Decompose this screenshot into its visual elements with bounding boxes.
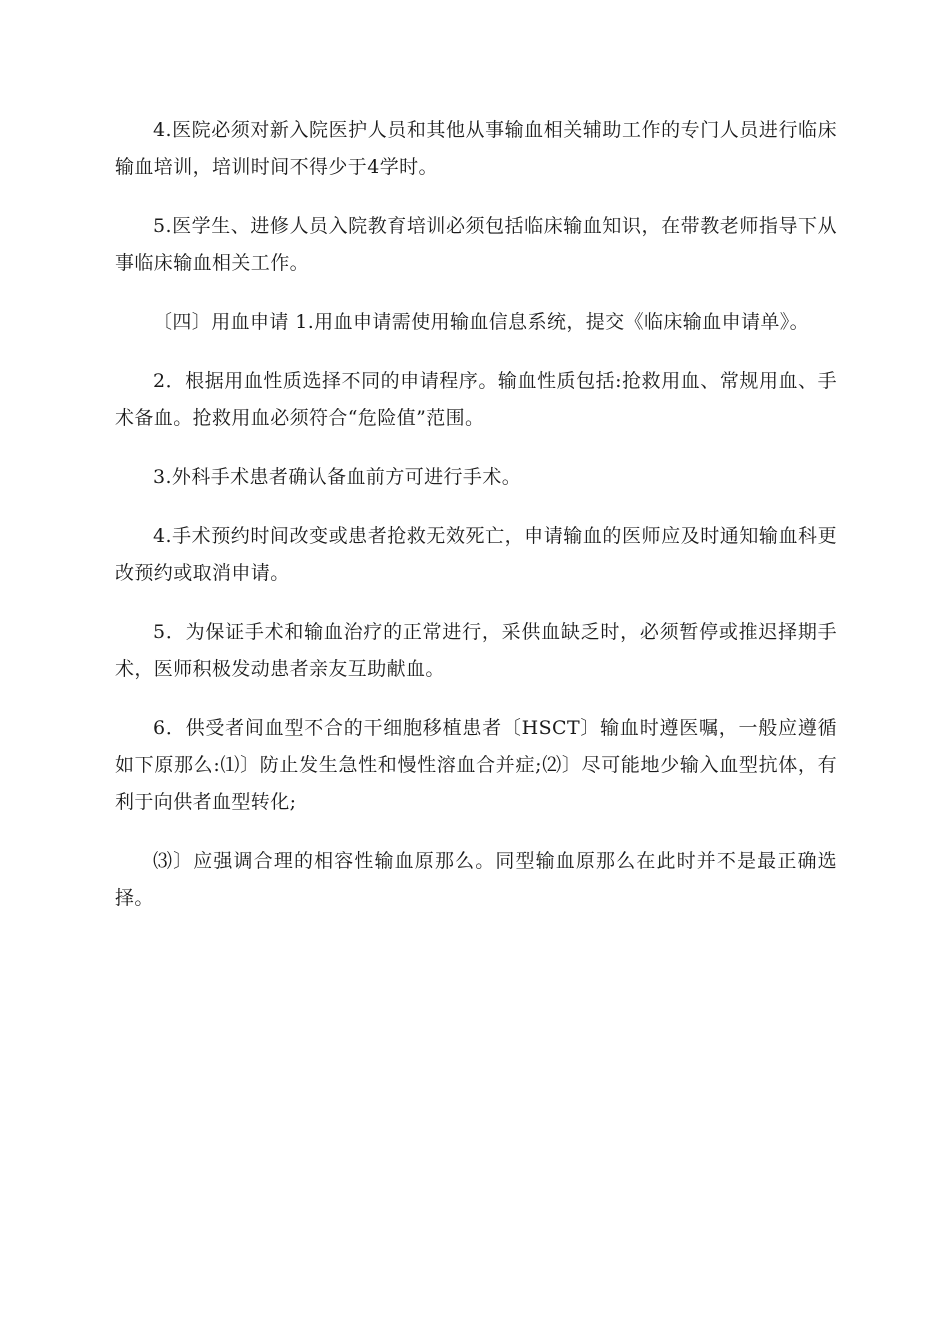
paragraph-training-new-staff: 4.医院必须对新入院医护人员和其他从事输血相关辅助工作的专门人员进行临床输血培训，培训时间不得少于4学时。 bbox=[115, 119, 837, 178]
paragraph-blood-request: 〔四〕用血申请 1.用血申请需使用输血信息系统，提交《临床输血申请单》。 bbox=[153, 311, 810, 333]
paragraph-reservation-change: 4.手术预约时间改变或患者抢救无效死亡，申请输血的医师应及时通知输血科更改预约或取消申请。 bbox=[115, 525, 837, 584]
paragraph-blood-shortage: 5．为保证手术和输血治疗的正常进行，采供血缺乏时，必须暂停或推迟择期手术，医师积极发动患者亲友互助献血。 bbox=[115, 621, 837, 680]
paragraph-compatible-transfusion: ⑶〕应强调合理的相容性输血原那么。同型输血原那么在此时并不是最正确选择。 bbox=[115, 850, 837, 909]
paragraph-request-procedure: 2．根据用血性质选择不同的申请程序。输血性质包括:抢救用血、常规用血、手术备血。抢救用血必须符合“危险值”范围。 bbox=[115, 370, 837, 429]
paragraph-hsct-transfusion: 6．供受者间血型不合的干细胞移植患者〔HSCT〕输血时遵医嘱，一般应遵循如下原那么:⑴〕防止发生急性和慢性溶血合并症;⑵〕尽可能地少输入血型抗体，有利于向供者血型转化; bbox=[115, 717, 837, 813]
document-body bbox=[115, 112, 837, 939]
paragraph-training-students: 5.医学生、进修人员入院教育培训必须包括临床输血知识，在带教老师指导下从事临床输血相关工作。 bbox=[115, 215, 837, 274]
paragraph-surgery-confirm: 3.外科手术患者确认备血前方可进行手术。 bbox=[153, 466, 522, 488]
